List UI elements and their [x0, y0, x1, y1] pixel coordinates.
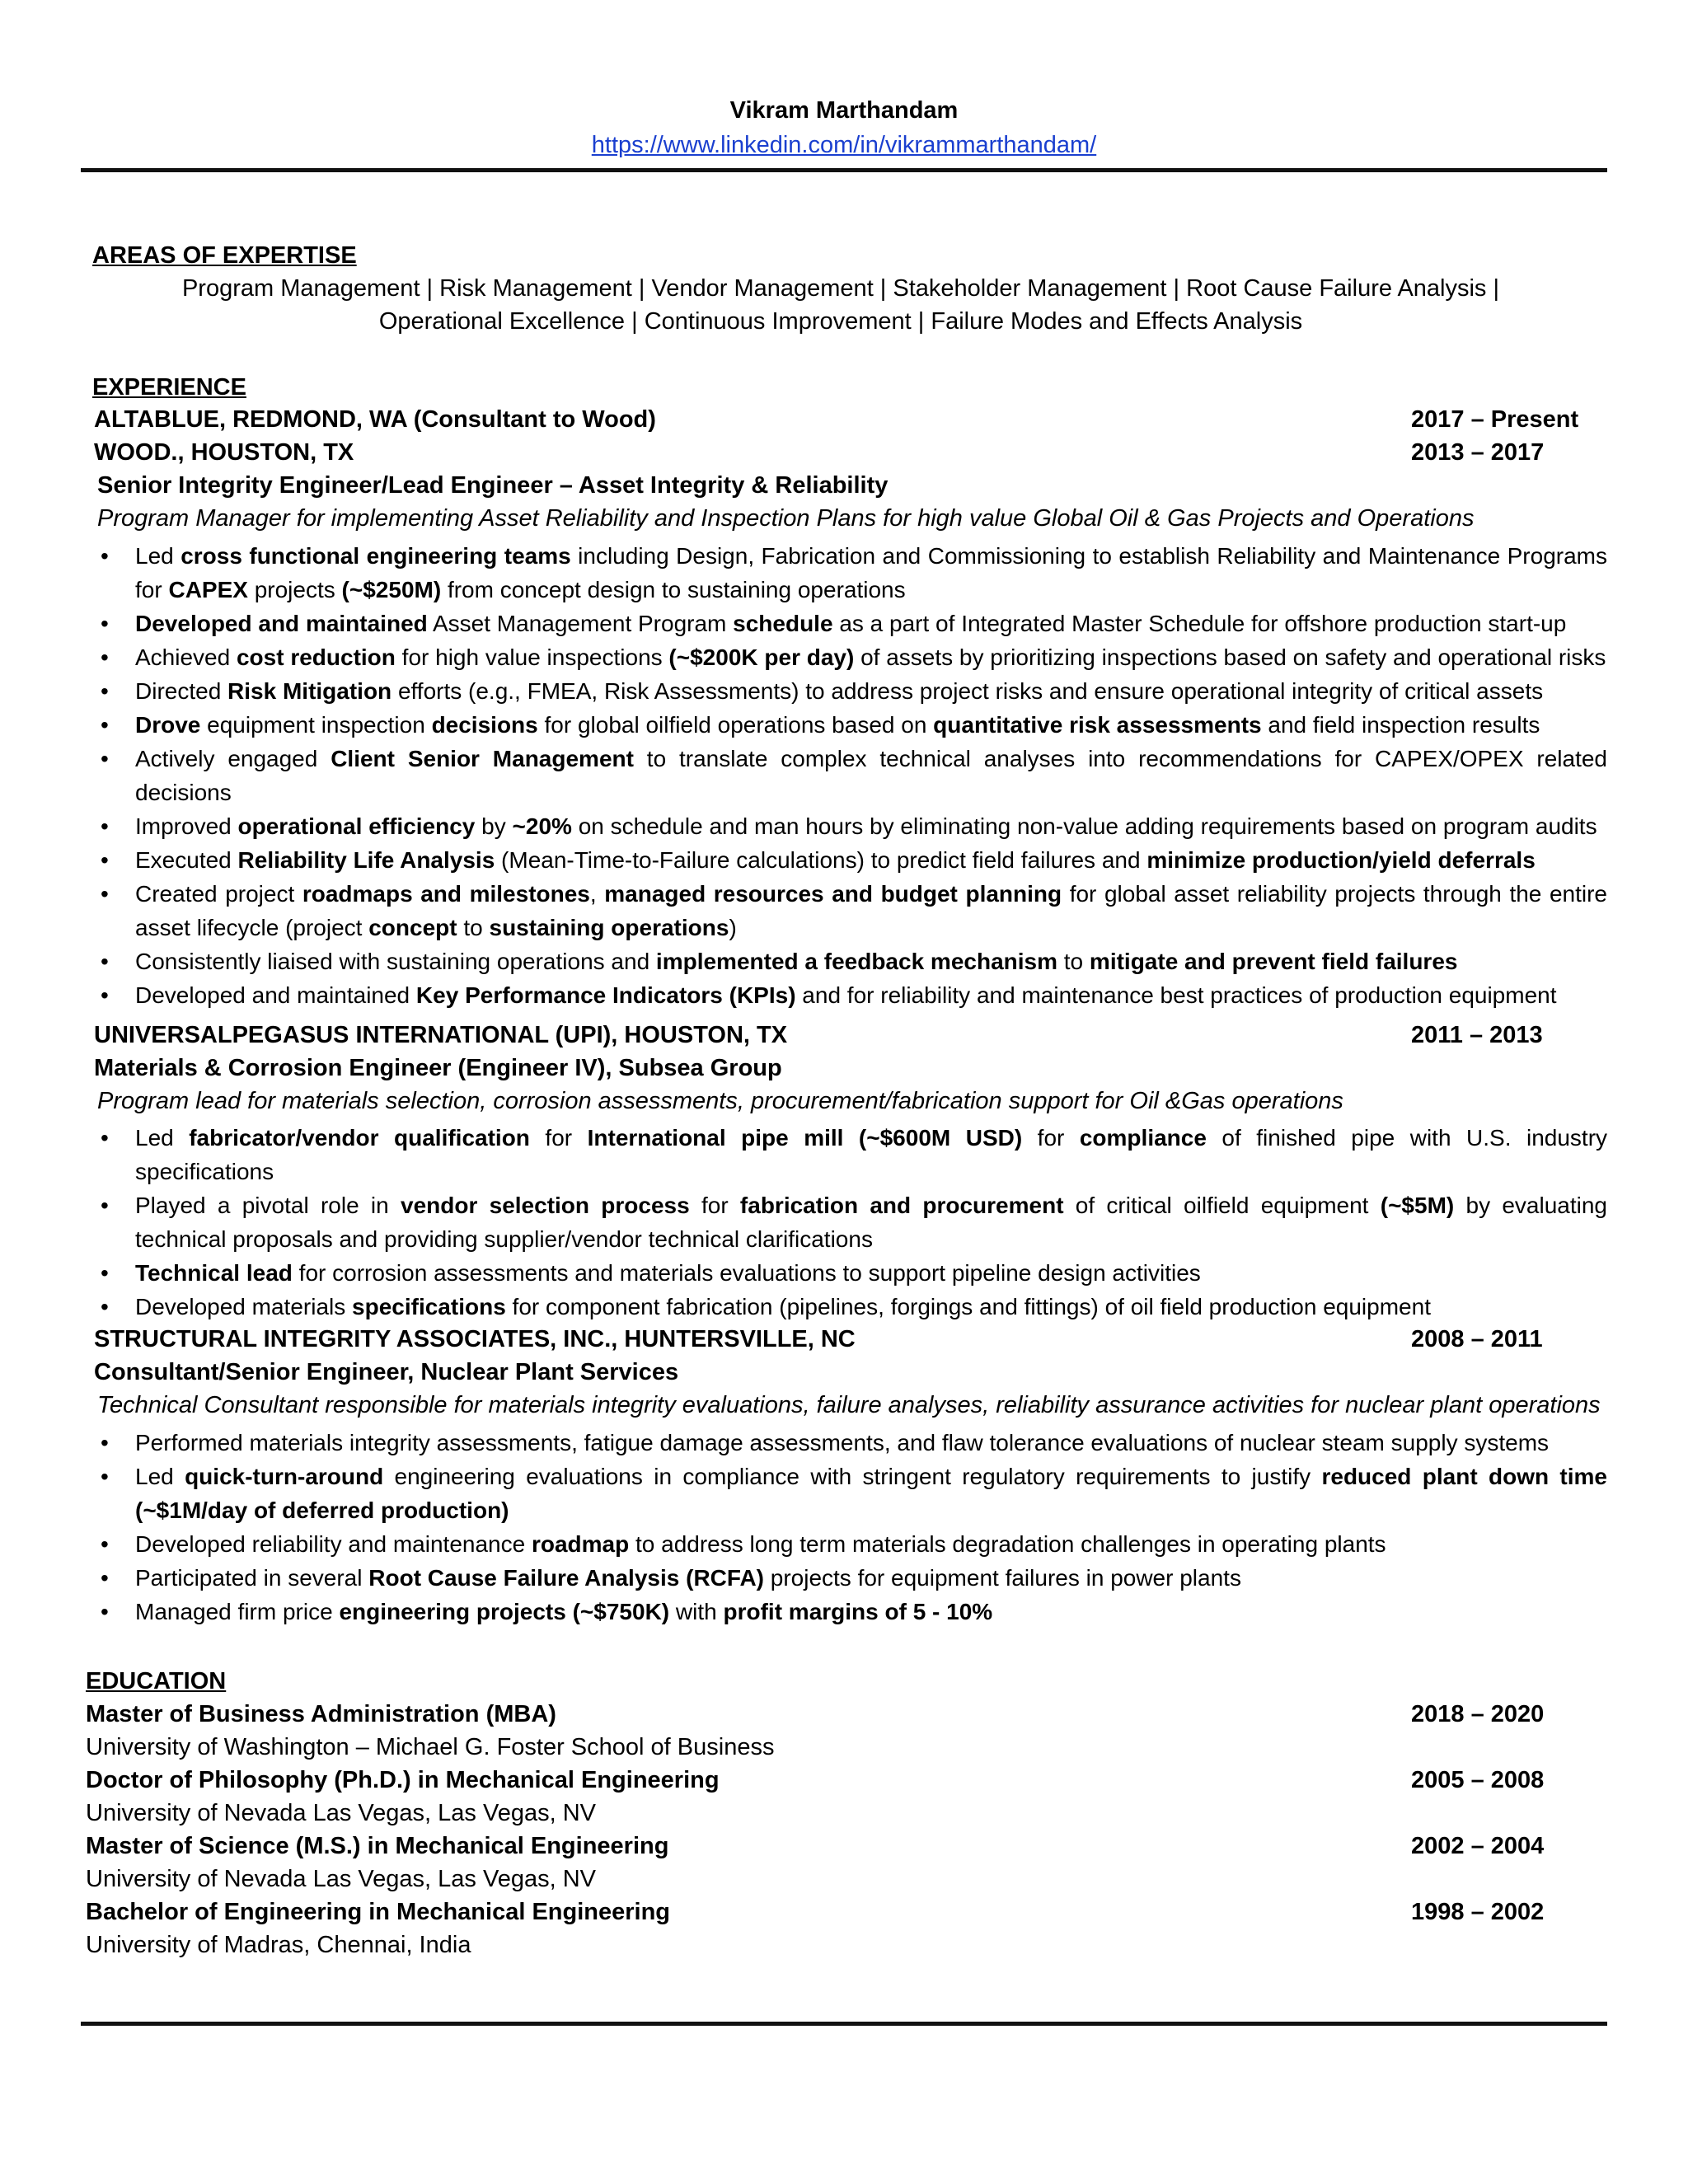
bullet-text: including Design, Fabrication and Commissioning to establish Reliability and Maintenance Programs for — [135, 543, 1608, 602]
degree-dates: 2018 – 2020 — [1411, 1701, 1545, 1727]
bullet-emphasis: roadmap — [531, 1531, 630, 1557]
bullet-item — [97, 877, 1607, 944]
bullet-text: Asset Management Program — [427, 611, 734, 636]
bullet-emphasis: mitigate and prevent field failures — [1089, 949, 1458, 974]
bullet-emphasis: fabrication and procurement — [739, 1193, 1064, 1218]
expertise-heading: AREAS OF EXPERTISE — [92, 242, 357, 269]
bullet-text: by — [475, 813, 513, 839]
bullet-emphasis: Technical lead — [135, 1260, 293, 1286]
bullet-emphasis: quick-turn-around — [185, 1464, 384, 1489]
bullet-emphasis: concept — [368, 915, 457, 940]
bullet-text: Played a pivotal role in — [135, 1193, 401, 1218]
expertise-line: Program Management | Risk Management | Vendor Management | Stakeholder Management | Root Cause Failure Analysis | — [181, 275, 1500, 302]
bullet-emphasis: Key Performance Indicators (KPIs) — [415, 982, 796, 1008]
bullet-text: Led — [135, 543, 181, 569]
employment-dates: 2008 – 2011 — [1411, 1326, 1543, 1352]
bullet-icon: • — [101, 1599, 109, 1624]
bullet-text: from concept design to sustaining operations — [441, 577, 906, 602]
bullet-text: projects for equipment failures in power plants — [763, 1565, 1241, 1591]
employer-name: STRUCTURAL INTEGRITY ASSOCIATES, INC., HUNTERSVILLE, NC — [94, 1326, 856, 1352]
bullet-text: for corrosion assessments and materials evaluations to support pipeline design activities — [292, 1260, 1201, 1286]
employer-name: WOOD., HOUSTON, TX — [94, 439, 354, 466]
bullet-text: of finished pipe with U.S. industry specifications — [135, 1125, 1608, 1184]
bullet-text: to address long term materials degradation challenges in operating plants — [629, 1531, 1386, 1557]
bullet-emphasis: reduced plant down time (~$1M/day of deferred production) — [135, 1464, 1608, 1523]
degree-dates: 2002 – 2004 — [1411, 1833, 1545, 1859]
bullet-icon: • — [101, 543, 109, 569]
bullet-emphasis: vendor selection process — [401, 1193, 690, 1218]
bullet-text: engineering evaluations in compliance with stringent regulatory requirements to justify — [383, 1464, 1322, 1489]
bullet-text: Developed and maintained — [135, 982, 416, 1008]
bullet-icon: • — [101, 847, 109, 873]
bullet-text: of critical oilfield equipment — [1063, 1193, 1381, 1218]
education-heading: EDUCATION — [86, 1668, 227, 1694]
job-bullets — [97, 539, 1607, 1012]
employer-name: UNIVERSALPEGASUS INTERNATIONAL (UPI), HOUSTON, TX — [94, 1022, 788, 1048]
bullet-text: equipment inspection — [200, 712, 432, 738]
bullet-item — [97, 1121, 1607, 1188]
bullet-text: and for reliability and maintenance best practices of production equipment — [795, 982, 1557, 1008]
bullet-item — [97, 674, 1607, 708]
bullet-icon: • — [101, 1294, 109, 1319]
bullet-emphasis: compliance — [1079, 1125, 1207, 1151]
employer-name: ALTABLUE, REDMOND, WA (Consultant to Wood) — [94, 406, 656, 433]
school-name: University of Madras, Chennai, India — [86, 1932, 471, 1958]
bullet-emphasis: CAPEX — [168, 577, 248, 602]
job-title: Senior Integrity Engineer/Lead Engineer – Asset Integrity & Reliability — [97, 472, 889, 499]
bullet-icon: • — [101, 1464, 109, 1489]
bullet-text: Developed reliability and maintenance — [135, 1531, 532, 1557]
bullet-emphasis: minimize production/yield deferrals — [1146, 847, 1536, 873]
footer-divider — [81, 2022, 1607, 2026]
employment-dates: 2011 – 2013 — [1411, 1022, 1543, 1048]
bullet-emphasis: implemented a feedback mechanism — [655, 949, 1057, 974]
bullet-text: Achieved — [135, 644, 237, 670]
degree-name: Master of Business Administration (MBA) — [86, 1701, 556, 1727]
bullet-emphasis: roadmaps and milestones — [302, 881, 590, 907]
degree-dates: 2005 – 2008 — [1411, 1767, 1545, 1793]
employment-dates: 2017 – Present — [1411, 406, 1579, 433]
bullet-emphasis: cost reduction — [236, 644, 396, 670]
bullet-emphasis: Drove — [135, 712, 201, 738]
bullet-icon: • — [101, 644, 109, 670]
bullet-emphasis: profit margins of 5 - 10% — [723, 1599, 993, 1624]
bullet-text: Managed firm price — [135, 1599, 340, 1624]
bullet-emphasis: operational efficiency — [237, 813, 476, 839]
bullet-text: Executed — [135, 847, 238, 873]
bullet-text: Performed materials integrity assessments, fatigue damage assessments, and flaw tolerance evaluations of nuclear steam supply systems — [135, 1430, 1550, 1455]
bullet-emphasis: specifications — [352, 1294, 506, 1319]
bullet-icon: • — [101, 611, 109, 636]
bullet-item — [97, 742, 1607, 809]
bullet-text: (Mean-Time-to-Failure calculations) to predict field failures and — [495, 847, 1147, 873]
bullet-emphasis: (~$5M) — [1380, 1193, 1455, 1218]
bullet-emphasis: Risk Mitigation — [227, 678, 392, 704]
bullet-item — [97, 809, 1607, 843]
bullet-icon: • — [101, 1125, 109, 1151]
bullet-text: Created project — [135, 881, 302, 907]
bullet-text: as a part of Integrated Master Schedule for offshore production start-up — [832, 611, 1567, 636]
linkedin-link[interactable]: https://www.linkedin.com/in/vikrammarthandam/ — [591, 132, 1097, 158]
bullet-text: projects — [247, 577, 342, 602]
bullet-item — [97, 640, 1607, 674]
bullet-text: by evaluating technical proposals and providing supplier/vendor technical clarifications — [135, 1193, 1607, 1252]
employment-dates: 2013 – 2017 — [1411, 439, 1545, 466]
bullet-text: efforts (e.g., FMEA, Risk Assessments) to address project risks and ensure operational integrity of critical assets — [392, 678, 1544, 704]
bullet-item — [97, 1256, 1607, 1290]
header-divider — [81, 168, 1607, 172]
bullet-text: for — [689, 1193, 740, 1218]
expertise-line: Operational Excellence | Continuous Improvement | Failure Modes and Effects Analysis — [378, 308, 1303, 335]
bullet-item — [97, 978, 1607, 1012]
bullet-text: Actively engaged — [135, 746, 331, 771]
bullet-text: of assets by prioritizing inspections based on safety and operational risks — [854, 644, 1606, 670]
bullet-item — [97, 1527, 1607, 1561]
degree-name: Bachelor of Engineering in Mechanical Engineering — [86, 1899, 671, 1925]
bullet-icon: • — [101, 678, 109, 704]
bullet-emphasis: Developed and maintained — [135, 611, 428, 636]
bullet-text: , — [589, 881, 605, 907]
bullet-icon: • — [101, 712, 109, 738]
bullet-item — [97, 1426, 1607, 1460]
bullet-item — [97, 1561, 1607, 1595]
bullet-icon: • — [101, 881, 109, 907]
degree-name: Doctor of Philosophy (Ph.D.) in Mechanical Engineering — [86, 1767, 720, 1793]
bullet-text: for global asset reliability projects through the entire asset lifecycle (project — [135, 881, 1608, 940]
bullet-text: to — [457, 915, 490, 940]
bullet-emphasis: engineering projects (~$750K) — [339, 1599, 670, 1624]
bullet-icon: • — [101, 1193, 109, 1218]
bullet-emphasis: sustaining operations — [489, 915, 729, 940]
bullet-emphasis: fabricator/vendor qualification — [189, 1125, 530, 1151]
job-summary: Program lead for materials selection, corrosion assessments, procurement/fabrication support for Oil &Gas operations — [97, 1088, 1343, 1114]
bullet-text: for — [1022, 1125, 1080, 1151]
bullet-emphasis: decisions — [431, 712, 538, 738]
bullet-text: Led — [135, 1125, 190, 1151]
job-bullets — [97, 1121, 1607, 1324]
bullet-icon: • — [101, 982, 109, 1008]
bullet-emphasis: (~$250M) — [341, 577, 442, 602]
bullet-text: for — [529, 1125, 588, 1151]
bullet-text: Improved — [135, 813, 238, 839]
job-title: Materials & Corrosion Engineer (Engineer IV), Subsea Group — [94, 1055, 782, 1081]
bullet-emphasis: managed resources and budget planning — [604, 881, 1062, 907]
bullet-item — [97, 1460, 1607, 1527]
bullet-text: on schedule and man hours by eliminating non-value adding requirements based on program audits — [571, 813, 1597, 839]
bullet-text: ) — [729, 915, 737, 940]
expertise-list — [99, 272, 1582, 338]
bullet-item — [97, 539, 1607, 607]
bullet-icon: • — [101, 1260, 109, 1286]
bullet-text: for high value inspections — [395, 644, 669, 670]
bullet-text: Led — [135, 1464, 185, 1489]
job-summary: Program Manager for implementing Asset Reliability and Inspection Plans for high value Global Oil & Gas Projects and Operations — [97, 505, 1475, 532]
bullet-text: to translate complex technical analyses into recommendations for CAPEX/OPEX related decisions — [135, 746, 1607, 805]
bullet-icon: • — [101, 1430, 109, 1455]
bullet-item — [97, 1188, 1607, 1256]
bullet-item — [97, 708, 1607, 742]
bullet-text: for component fabrication (pipelines, forgings and fittings) of oil field production equipment — [505, 1294, 1431, 1319]
degree-name: Master of Science (M.S.) in Mechanical Engineering — [86, 1833, 669, 1859]
bullet-item — [97, 1595, 1607, 1629]
job-bullets — [97, 1426, 1607, 1629]
experience-heading: EXPERIENCE — [92, 374, 246, 401]
bullet-text: with — [669, 1599, 724, 1624]
bullet-icon: • — [101, 1565, 109, 1591]
bullet-text: Directed — [135, 678, 228, 704]
bullet-text: Consistently liaised with sustaining operations and — [135, 949, 656, 974]
bullet-emphasis: Reliability Life Analysis — [237, 847, 495, 873]
bullet-icon: • — [101, 1531, 109, 1557]
bullet-item — [97, 944, 1607, 978]
bullet-item — [97, 843, 1607, 877]
degree-dates: 1998 – 2002 — [1411, 1899, 1545, 1925]
bullet-text: Participated in several — [135, 1565, 369, 1591]
bullet-emphasis: International pipe mill (~$600M USD) — [587, 1125, 1023, 1151]
candidate-name: Vikram Marthandam — [729, 97, 959, 124]
bullet-emphasis: Client Senior Management — [331, 746, 634, 771]
school-name: University of Nevada Las Vegas, Las Vegas, NV — [86, 1800, 597, 1826]
school-name: University of Nevada Las Vegas, Las Vegas, NV — [86, 1866, 597, 1892]
bullet-emphasis: Root Cause Failure Analysis (RCFA) — [368, 1565, 764, 1591]
bullet-item — [97, 607, 1607, 640]
bullet-icon: • — [101, 949, 109, 974]
bullet-emphasis: cross functional engineering teams — [181, 543, 571, 569]
job-summary: Technical Consultant responsible for materials integrity evaluations, failure analyses, reliability assurance activities for nuclear plant operations — [97, 1392, 1601, 1418]
school-name: University of Washington – Michael G. Foster School of Business — [86, 1734, 775, 1760]
bullet-emphasis: (~$200K per day) — [668, 644, 855, 670]
bullet-icon: • — [101, 813, 109, 839]
bullet-text: to — [1057, 949, 1090, 974]
bullet-emphasis: quantitative risk assessments — [933, 712, 1262, 738]
bullet-item — [97, 1290, 1607, 1324]
bullet-text: and field inspection results — [1261, 712, 1540, 738]
bullet-text: Developed materials — [135, 1294, 353, 1319]
bullet-emphasis: ~20% — [512, 813, 572, 839]
bullet-icon: • — [101, 746, 109, 771]
bullet-text: for global oilfield operations based on — [537, 712, 934, 738]
bullet-emphasis: schedule — [733, 611, 833, 636]
job-title: Consultant/Senior Engineer, Nuclear Plant Services — [94, 1359, 679, 1385]
